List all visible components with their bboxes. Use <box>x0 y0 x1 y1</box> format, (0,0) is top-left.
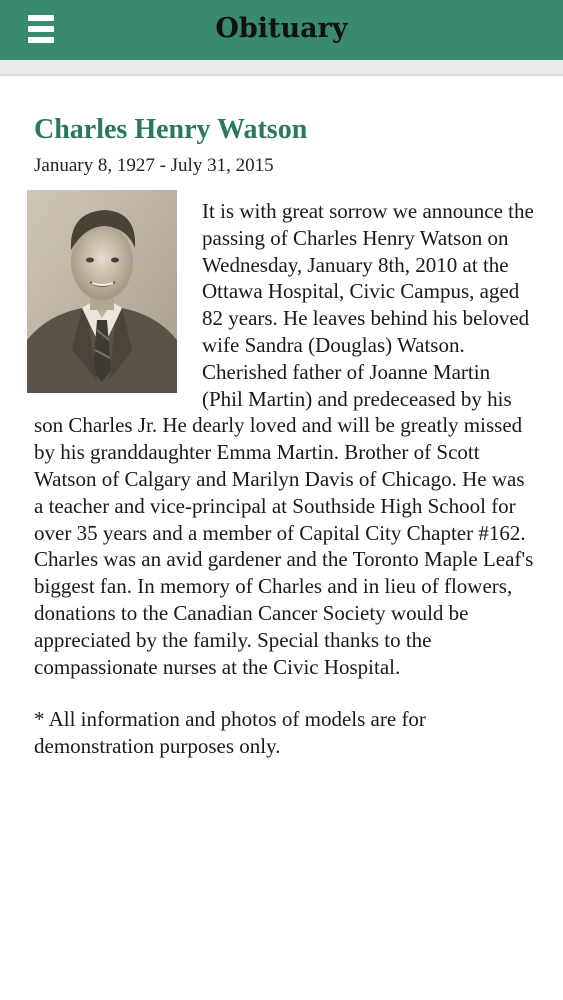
deceased-name: Charles Henry Watson <box>34 114 308 145</box>
page-title: Obituary <box>215 13 348 44</box>
obituary-body: It is with great sorrow we announce the passing of Charles Henry Watson on Wednesday, January 8th, 2010 at the Ottawa Hospital, Civic Campus, aged 82 years. He leaves behind his beloved wife Sandra (Douglas) Watson. Cherished father of Joanne Martin (Phil Martin) and predeceased by his son Charles Jr. He dearly loved and will be greatly missed by his granddaughter Emma Martin. Brother of Scott Watson of Calgary and Marilyn Davis of Chicago. He was a teacher and vice-principal at Southside High School for over 35 years and a member of Capital City Chapter #162. Charles was an avid gardener and the Toronto Maple Leaf's biggest fan. In memory of Charles and in lieu of flowers, donations to the Canadian Cancer Society would be appreciated by the family. Special thanks to the compassionate nurses at the Civic Hospital. <box>34 199 534 679</box>
app-header <box>0 0 563 60</box>
obituary-content <box>34 110 534 760</box>
portrait-photo <box>27 190 177 393</box>
disclaimer-note: * All information and photos of models are for demonstration purposes only. <box>34 707 426 759</box>
obituary-body-container <box>34 198 534 680</box>
header-divider <box>0 60 563 76</box>
life-dates: January 8, 1927 - July 31, 2015 <box>34 155 274 176</box>
